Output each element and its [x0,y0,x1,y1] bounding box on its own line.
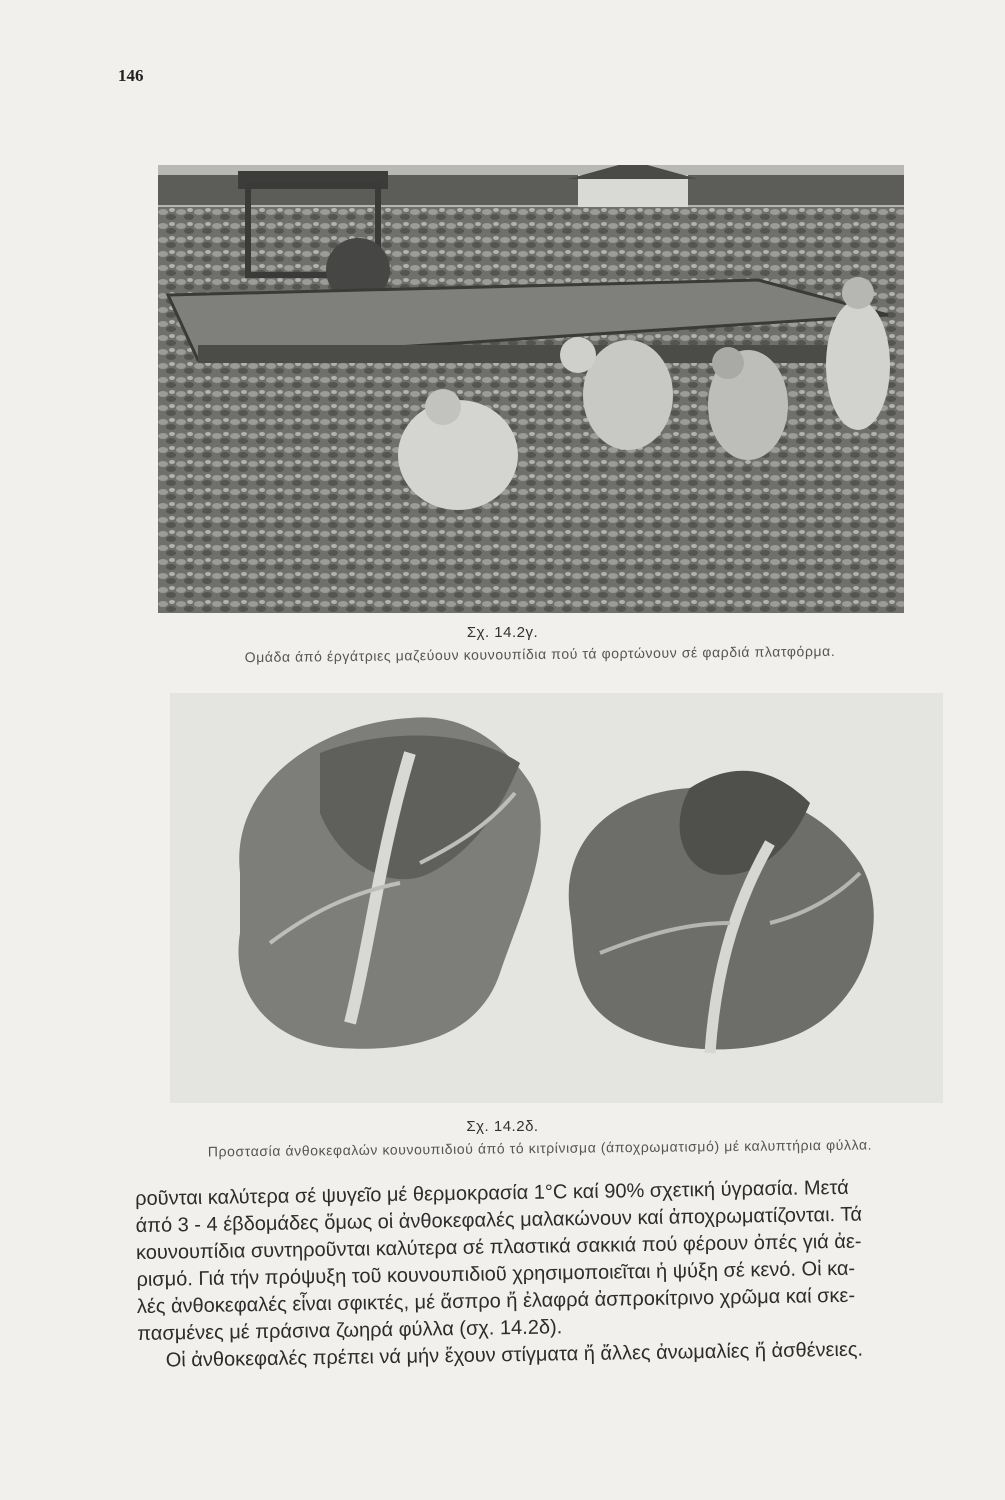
body-line: πασμένες μέ πράσινα ζωηρά φύλλα (σχ. 14.2δ). [137,1316,563,1345]
harvest-photo [158,165,904,613]
paragraph: Οἱ ἀνθοκεφαλές πρέπει νά μήν ἔχουν στίγματα ἤ ἄλλες ἀνωμαλίες ἤ ἀσθένειες. [165,1338,864,1372]
figure-caption: Ομάδα άπό έργάτριες μαζεύουν κουνουπίδια πού τά φορτώνουν σέ φαρδιά πλατφόρμα. [244,642,836,666]
body-line: λές ἀνθοκεφαλές εἶναι σφικτές, μέ ἄσπρο ἤ ἐλαφρά ἀσπροκίτρινο χρῶμα καί σκε- [136,1284,856,1318]
body-line: κουνουπίδια συντηροῦνται καλύτερα σέ πλαστικά σακκιά πού φέρουν ὀπές γιά ἀε- [135,1230,862,1264]
cauliflower-photo [170,693,943,1103]
body-line: ροῦνται καλύτερα σέ ψυγεῖο μέ θερμοκρασία 1°C καί 90% σχετική ύγρασία. Μετά [135,1176,849,1210]
page-number: 146 [118,66,144,85]
figure-label: Σχ. 14.2γ. [466,624,539,641]
figure-caption: Προστασία άνθοκεφαλών κουνουπιδιού άπό τό κιτρίνισμα (άποχρωματισμό) μέ καλυπτήρια φύλλα. [207,1136,873,1160]
body-text [135,1173,958,1375]
body-line: ρισμό. Γιά τήν πρόψυξη τοῦ κουνουπιδιοῦ χρησιμοποιεῖται ἡ ψύξη σέ κενό. Οἱ κα- [136,1257,856,1291]
figure-label: Σχ. 14.2δ. [466,1118,539,1135]
body-line: άπό 3 - 4 έβδομάδες ὅμως οἱ ἀνθοκεφαλές μαλακώνουν καί ἀποχρωματίζονται. Τά [135,1203,863,1237]
